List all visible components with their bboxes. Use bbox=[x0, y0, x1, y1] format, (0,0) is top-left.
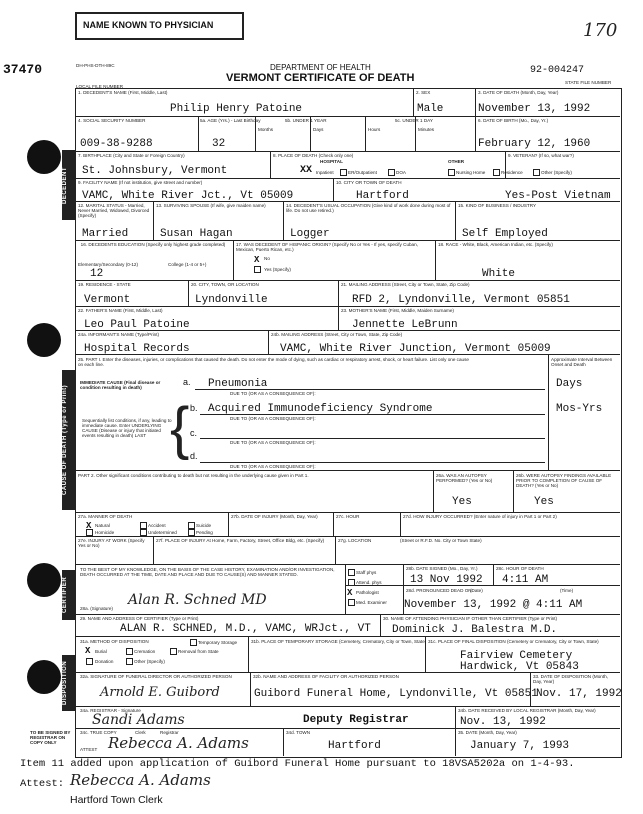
label-disposition-date: 33. DATE OF DISPOSITION (Month, Day, Year) bbox=[533, 674, 608, 684]
label-location-hint: (Street or R.F.D. No. City or Town State) bbox=[400, 538, 482, 543]
checkbox-removal bbox=[170, 648, 177, 655]
footer-attest-signature: Rebecca A. Adams bbox=[70, 771, 211, 789]
label-hospital: HOSPITAL bbox=[320, 159, 343, 164]
cause-d-letter: d. bbox=[190, 451, 198, 461]
label-injury-how: 27d. HOW INJURY OCCURRED? (Enter nature of injury in Part 1 or Part 2) bbox=[403, 514, 557, 519]
state-file-number: 92-004247 bbox=[530, 65, 585, 76]
label-staff-phys: Staff phys bbox=[356, 570, 377, 575]
label-true-copy: 34c. TRUE COPY bbox=[80, 730, 117, 735]
label-autopsy-findings: 26b. WERE AUTOPSY FINDINGS AVAILABLE PRIOR TO COMPLETION OF CAUSE OF DEATH? (Yes or No) bbox=[516, 473, 612, 488]
checkbox-med-examiner bbox=[348, 599, 355, 606]
stamp-text: NAME KNOWN TO PHYSICIAN bbox=[83, 20, 214, 30]
label-under-1-year: 5b. UNDER 1 YEAR bbox=[285, 118, 327, 123]
interval-b-value: Mos-Yrs bbox=[556, 403, 603, 415]
label-due-to-4: DUE TO (OR AS A CONSEQUENCE OF): bbox=[230, 464, 316, 469]
certificate-title: VERMONT CERTIFICATE OF DEATH bbox=[226, 72, 415, 84]
label-informant: 24a. INFORMANT'S NAME (Type/Print) bbox=[78, 332, 160, 337]
label-injury-date: 27b. DATE OF INJURY (Month, Day, Year) bbox=[231, 514, 318, 519]
checkbox-attend bbox=[348, 579, 355, 586]
label-suicide: Suicide bbox=[196, 523, 212, 528]
date-signed-value: 13 Nov 1992 bbox=[410, 574, 483, 586]
hispanic-mark: X bbox=[254, 255, 260, 265]
attending-value: Dominick J. Balestra M.D. bbox=[392, 624, 558, 636]
hour-of-death-value: 4:11 AM bbox=[502, 574, 549, 586]
label-city-of-death: 10. CITY OR TOWN OF DEATH bbox=[336, 180, 402, 185]
mother-value: Jennette LeBrunn bbox=[352, 319, 458, 331]
label-informant-address: 24b. MAILING ADDRESS (Street, City or Town, State, Zip Code) bbox=[271, 332, 403, 337]
label-father: 22. FATHER'S NAME (First, Middle, Last) bbox=[78, 308, 163, 313]
ssn-value: 009-38-9288 bbox=[80, 138, 153, 150]
label-part2: PART 2. Other significant conditions contributing to death but not resulting in the underlying cause given in Part 1. bbox=[78, 473, 309, 478]
label-er: ER/Outpatient bbox=[348, 170, 377, 175]
checkbox-nursing bbox=[448, 169, 455, 176]
label-months: Months bbox=[258, 127, 274, 132]
attest-signature: Rebecca A. Adams bbox=[108, 734, 249, 752]
label-other-disposition: Other (Specify) bbox=[134, 659, 165, 664]
label-facility: 9. FACILITY NAME (If not institution, give street and number) bbox=[78, 180, 203, 185]
label-sex: 2. SEX bbox=[416, 90, 431, 95]
occupation-value: Logger bbox=[290, 228, 330, 240]
cause-b-value: Acquired Immunodeficiency Syndrome bbox=[208, 403, 433, 415]
label-date-of-death: 3. DATE OF DEATH (Month, Day, Year) bbox=[478, 90, 559, 95]
label-med-examiner: Med. Examiner bbox=[356, 600, 387, 605]
label-pronounced: 28d. PRONOUNCED DEAD ON bbox=[406, 588, 472, 593]
label-injury-place: 27f. PLACE OF INJURY At Home, Farm, Factory, Street, Office Bldg, etc. (Specify) bbox=[156, 538, 325, 543]
label-marital: 12. MARITAL STATUS - Married, Never Married, Widowed, Divorced (Specify) bbox=[78, 203, 150, 218]
label-race: 18. RACE - White, Black, American Indian, etc. (Specify) bbox=[438, 242, 553, 247]
label-date-word: (Date) bbox=[470, 588, 483, 593]
label-minutes: Minutes bbox=[418, 127, 435, 132]
label-other-specify: Other (Specify) bbox=[541, 170, 572, 175]
footer-attest-label: Attest: bbox=[20, 778, 65, 790]
binder-hole-3 bbox=[27, 563, 61, 597]
label-other: OTHER bbox=[448, 159, 465, 164]
label-injury-hour: 27c. HOUR bbox=[336, 514, 360, 519]
label-age: 5a. AGE (Yrs.) - Last Birthday bbox=[200, 118, 261, 123]
decedent-name: Philip Henry Patoine bbox=[170, 103, 303, 115]
page-number: 170 bbox=[583, 20, 618, 41]
label-burial: Burial bbox=[95, 649, 107, 654]
label-under-1-day: 5c. UNDER 1 DAY bbox=[395, 118, 433, 123]
label-manner: 27a. MANNER OF DEATH bbox=[78, 514, 133, 519]
label-education: 16. DECEDENTS EDUCATION (Specify only highest grade completed) bbox=[80, 242, 226, 247]
inpatient-mark: XX bbox=[300, 165, 313, 176]
label-injury-work: 27e. INJURY AT WORK (Specify Yes or No) bbox=[78, 538, 145, 548]
label-injury-location: 27g. LOCATION bbox=[338, 538, 372, 543]
informant-value: Hospital Records bbox=[84, 343, 190, 355]
date-issued-value: January 7, 1993 bbox=[470, 740, 570, 752]
label-due-to-1: DUE TO (OR AS A CONSEQUENCE OF): bbox=[230, 391, 316, 396]
label-town: 34d. TOWN bbox=[286, 730, 311, 735]
label-residence-city: 20. CITY, TOWN, OR LOCATION bbox=[191, 282, 259, 287]
label-immediate-cause: IMMEDIATE CAUSE (Final disease or condition resulting in death) bbox=[80, 380, 161, 390]
local-file-label: LOCAL FILE NUMBER bbox=[76, 84, 124, 89]
cause-a-letter: a. bbox=[183, 377, 191, 387]
race-value: White bbox=[482, 268, 516, 280]
informant-address-value: VAMC, White River Junction, Vermont 05009 bbox=[280, 343, 551, 355]
label-certification-text: TO THE BEST OF MY KNOWLEDGE, ON THE BASIS OF THE CASE HISTORY, EXAMINATION AND/OR INVESTIGATION, DEATH OCCURRED AT THE TIME, DATE AND PLACE AND DUE TO CAUSE(S) AND MANNER STATED. bbox=[80, 567, 335, 577]
dob-value: February 12, 1960 bbox=[478, 138, 591, 150]
marital-value: Married bbox=[82, 228, 129, 240]
label-place-of-death: 8. PLACE OF DEATH (Check only one) bbox=[273, 153, 354, 158]
label-attending: 30. NAME OF ATTENDING PHYSICIAN IF OTHER THAN CERTIFIER (Type or Print) bbox=[383, 616, 558, 621]
label-doa: DOA bbox=[396, 170, 406, 175]
final-place-line-2: Hardwick, Vt 05843 bbox=[460, 661, 579, 673]
side-label-certifier: CERTIFIER bbox=[62, 570, 76, 620]
autopsy-value: Yes bbox=[452, 496, 472, 508]
side-label-cause: CAUSE OF DEATH (Type or Print) bbox=[62, 370, 76, 510]
label-occupation: 14. DECEDENT'S USUAL OCCUPATION (Give kind of work done during most of life. Do not use retired.) bbox=[286, 203, 451, 213]
checkbox-pending bbox=[188, 529, 195, 536]
label-donation: Donation bbox=[95, 659, 114, 664]
date-received-value: Nov. 13, 1992 bbox=[460, 716, 546, 728]
label-cremation: Cremation bbox=[134, 649, 156, 654]
state-file-label: STATE FILE NUMBER bbox=[565, 80, 612, 85]
sex-value: Male bbox=[417, 103, 444, 115]
label-final-place: 31c. PLACE OF FINAL DISPOSITION (Cemetery or Crematory, City or Town, State) bbox=[428, 639, 599, 644]
director-signature: Arnold E. Guibord bbox=[100, 685, 220, 700]
interval-a-value: Days bbox=[556, 378, 583, 390]
checkbox-er bbox=[340, 169, 347, 176]
label-college: College (1-4 or 5+) bbox=[168, 262, 207, 267]
label-residence: Residence bbox=[501, 170, 523, 175]
label-attend-phys: Attend. phys bbox=[356, 580, 382, 585]
label-sequential: Sequentially list conditions, if any, leading to immediate cause. Enter UNDERLYING CAUSE (Disease or injury that initiated events resulting in death) LAST bbox=[82, 418, 172, 438]
registrar-title: Deputy Registrar bbox=[303, 714, 409, 726]
form-code: DH-PHS-DTH-89C bbox=[76, 63, 115, 68]
label-pathologist: Pathologist bbox=[356, 590, 379, 595]
label-inpatient: Inpatient bbox=[316, 170, 334, 175]
label-elementary: Elementary/Secondary (0-12) bbox=[78, 262, 139, 267]
residence-state-value: Vermont bbox=[84, 294, 131, 306]
city-of-death-value: Hartford bbox=[356, 190, 409, 202]
birthplace-value: St. Johnsbury, Vermont bbox=[82, 165, 228, 177]
industry-value: Self Employed bbox=[462, 228, 548, 240]
checkbox-hispanic-yes bbox=[254, 266, 261, 273]
final-place-line-1: Fairview Cemetery bbox=[460, 650, 573, 662]
spouse-value: Susan Hagan bbox=[160, 228, 233, 240]
side-label-decedent: DECEDENT bbox=[62, 150, 76, 220]
label-hours: Hours bbox=[368, 127, 381, 132]
natural-mark: X bbox=[86, 521, 92, 531]
label-removal: Removal from State bbox=[178, 649, 219, 654]
date-of-death-value: November 13, 1992 bbox=[478, 103, 591, 115]
disposition-date-value: Nov. 17, 1992 bbox=[536, 688, 622, 700]
label-autopsy: 26a. WAS AN AUTOPSY PERFORMED? (Yes or No) bbox=[436, 473, 493, 483]
label-spouse: 13. SURVIVING SPOUSE (If wife, give maiden name) bbox=[156, 203, 266, 208]
label-due-to-3: DUE TO (OR AS A CONSEQUENCE OF): bbox=[230, 440, 316, 445]
town-value: Hartford bbox=[328, 740, 381, 752]
label-industry: 15. KIND OF BUSINESS / INDUSTRY bbox=[458, 203, 537, 208]
pronounced-value: November 13, 1992 @ 4:11 AM bbox=[404, 599, 583, 611]
cause-a-value: Pneumonia bbox=[208, 378, 268, 390]
veteran-value: Yes-Post Vietnam bbox=[505, 190, 611, 202]
residence-city-value: Lyndonville bbox=[195, 294, 268, 306]
cause-bracket: { bbox=[170, 396, 190, 461]
binder-hole-2 bbox=[27, 323, 61, 357]
label-registrar-2: Registrar bbox=[160, 730, 179, 735]
checkbox-cremation bbox=[126, 648, 133, 655]
label-registrar: 34a. REGISTRAR - Signature bbox=[80, 708, 141, 713]
name-known-stamp bbox=[75, 12, 244, 40]
education-value: 12 bbox=[90, 268, 104, 280]
label-days: Days bbox=[313, 127, 324, 132]
label-no: No bbox=[264, 256, 270, 261]
label-date-issued: 35. DATE (Month, Day, Year) bbox=[458, 730, 517, 735]
checkbox-other bbox=[533, 169, 540, 176]
label-facility-address: 32b. NAME AND ADDRESS OF FACILITY OR AUTHORIZED PERSON bbox=[253, 674, 399, 679]
side-record-number: 37470 bbox=[3, 62, 43, 77]
checkbox-doa bbox=[388, 169, 395, 176]
label-due-to-2: DUE TO (OR AS A CONSEQUENCE OF): bbox=[230, 416, 316, 421]
label-temp-storage: Temporary Storage bbox=[198, 640, 238, 645]
label-dob: 6. DATE OF BIRTH (Mo., Day, Yr.) bbox=[478, 118, 549, 123]
label-nursing: Nursing Home bbox=[456, 170, 486, 175]
checkbox-undetermined bbox=[140, 529, 147, 536]
facility-address-value: Guibord Funeral Home, Lyndonville, Vt 05851 bbox=[254, 688, 538, 700]
binder-hole-4 bbox=[27, 660, 61, 694]
label-residence-state: 19. RESIDENCE - STATE bbox=[78, 282, 131, 287]
label-birthplace: 7. BIRTHPLACE (City and State or Foreign Country) bbox=[78, 153, 185, 158]
label-yes-specify: Yes (Specify) bbox=[264, 267, 291, 272]
binder-hole-1 bbox=[27, 140, 61, 174]
label-signed-by-registrar: TO BE SIGNED BY REGISTRAR ON COPY ONLY bbox=[30, 730, 71, 745]
label-hispanic: 17. WAS DECEDENT OF HISPANIC ORIGIN? (Specify No or Yes - If yes, specify Cuban, Mexican, Puerto Rican, etc.) bbox=[236, 242, 418, 252]
label-date-received: 34b. DATE RECEIVED BY LOCAL REGISTRAR (Month, Day, Year) bbox=[458, 708, 596, 713]
town-clerk: Hartford Town Clerk bbox=[70, 794, 163, 806]
label-disposition-method: 31a. METHOD OF DISPOSITION bbox=[80, 639, 149, 644]
burial-mark: X bbox=[85, 646, 91, 656]
age-value: 32 bbox=[212, 138, 226, 150]
label-mother: 23. MOTHER'S NAME (First, Middle, Maiden Surname) bbox=[341, 308, 454, 313]
label-date-signed: 28b. DATE SIGNED (Mo., Day, Yr.) bbox=[406, 566, 478, 571]
label-pending: Pending bbox=[196, 530, 213, 535]
checkbox-suicide bbox=[188, 522, 195, 529]
label-natural: Natural bbox=[95, 523, 110, 528]
label-attest: ATTEST bbox=[80, 747, 98, 752]
checkbox-staff bbox=[348, 569, 355, 576]
facility-value: VAMC, White River Jct., Vt 05009 bbox=[82, 190, 294, 202]
certifier-value: ALAN R. SCHNED, M.D., VAMC, WRJct., VT bbox=[120, 623, 371, 635]
checkbox-accident bbox=[140, 522, 147, 529]
side-label-disposition: DISPOSITION bbox=[62, 655, 76, 711]
department: DEPARTMENT OF HEALTH bbox=[270, 63, 371, 72]
registrar-signature: Sandi Adams bbox=[92, 712, 185, 728]
cause-c-letter: c. bbox=[190, 428, 198, 438]
label-ssn: 4. SOCIAL SECURITY NUMBER bbox=[78, 118, 146, 123]
label-director-signature: 32a. SIGNATURE OF FUNERAL DIRECTOR OR AUTHORIZED PERSON bbox=[80, 674, 232, 679]
cause-b-letter: b. bbox=[190, 403, 198, 413]
autopsy-findings-value: Yes bbox=[534, 496, 554, 508]
label-clerk: Clerk bbox=[135, 730, 146, 735]
label-interval: Approximate Interval Between Onset and Death bbox=[551, 357, 613, 367]
mailing-value: RFD 2, Lyndonville, Vermont 05851 bbox=[352, 294, 570, 306]
checkbox-other-disposition bbox=[126, 658, 133, 665]
label-temp-place: 31b. PLACE OF TEMPORARY STORAGE (Cemetery, Crematory, City or Town, State) bbox=[251, 639, 427, 644]
checkbox-homicide bbox=[86, 529, 93, 536]
label-accident: Accident bbox=[148, 523, 166, 528]
label-time-word: (Time) bbox=[560, 588, 574, 593]
label-part1: 25. PART I. Enter the diseases, injuries, or complications that caused the death. Do not enter the mode of dying, such as cardiac or respiratory arrest, shock, or heart failure. List only one cause on each line. bbox=[78, 357, 469, 367]
label-name: 1. DECEDENT'S NAME (First, Middle, Last) bbox=[78, 90, 168, 95]
certifier-signature: Alan R. Schned MD bbox=[128, 592, 267, 608]
father-value: Leo Paul Patoine bbox=[84, 319, 190, 331]
amendment-note: Item 11 added upon application of Guibord Funeral Home pursuant to 18VSA5202a on 1-4-93. bbox=[20, 758, 575, 770]
label-mailing: 21. MAILING ADDRESS (Street, City or Town, State, Zip Code) bbox=[341, 282, 470, 287]
checkbox-temp-storage bbox=[190, 639, 197, 646]
label-signature: 28a. (Signature) bbox=[80, 606, 113, 611]
checkbox-residence bbox=[493, 169, 500, 176]
label-certifier-name: 29. NAME AND ADDRESS OF CERTIFIER (Type or Print) bbox=[80, 616, 199, 621]
pathologist-mark: X bbox=[347, 588, 353, 598]
checkbox-donation bbox=[86, 658, 93, 665]
label-hour-of-death: 28c. HOUR OF DEATH bbox=[496, 566, 544, 571]
label-undetermined: Undetermined bbox=[148, 530, 177, 535]
label-veteran: 9. VETERAN? (If so, what war?) bbox=[508, 153, 574, 158]
label-homicide: Homicide bbox=[95, 530, 115, 535]
